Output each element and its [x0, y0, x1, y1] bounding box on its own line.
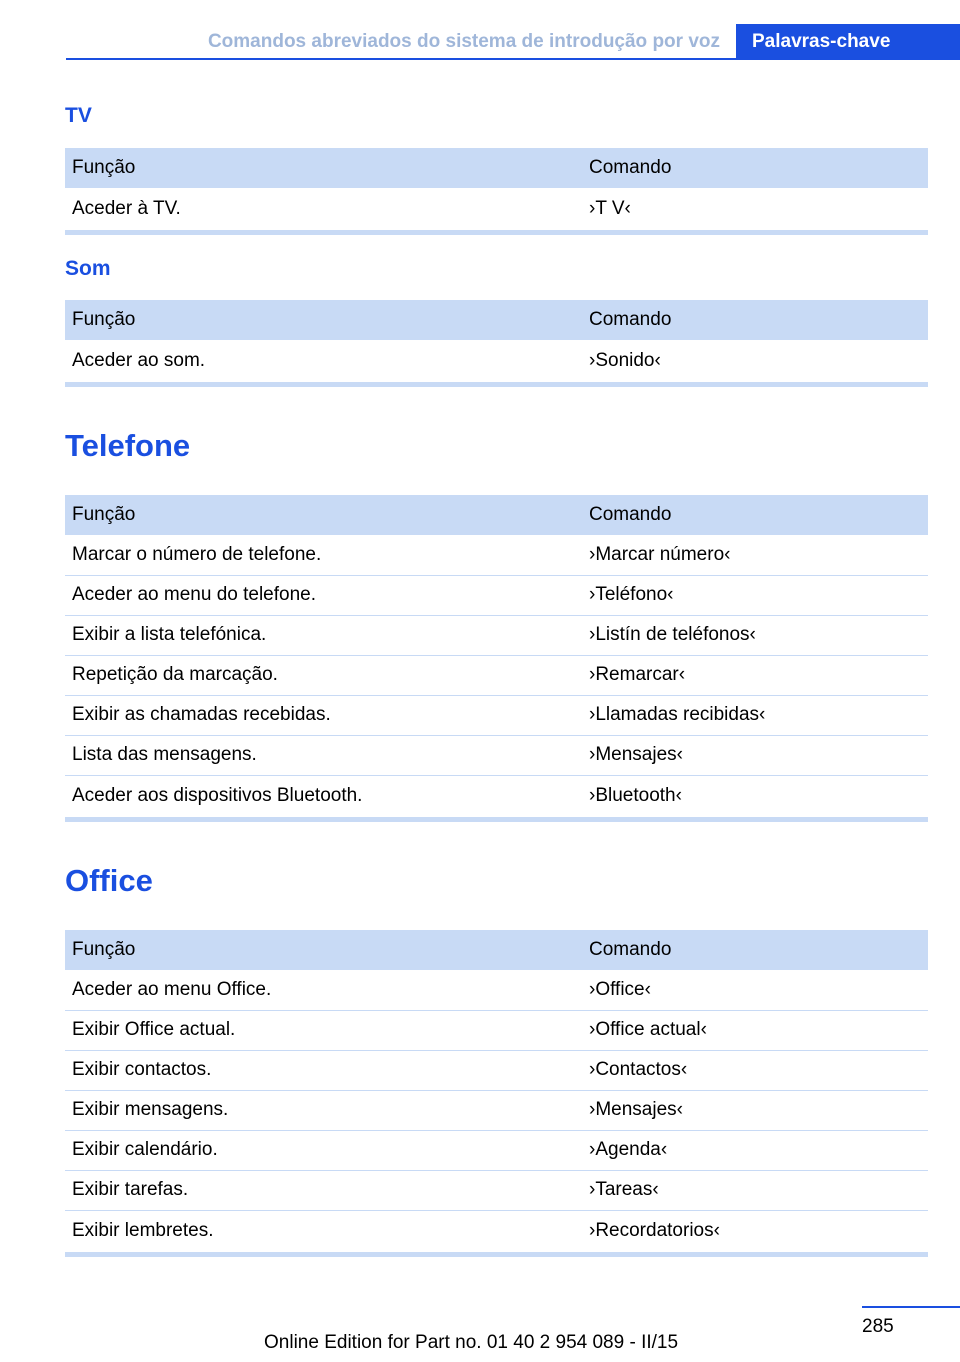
- cell-function: Exibir lembretes.: [65, 1210, 582, 1254]
- cell-function: Aceder à TV.: [65, 188, 582, 232]
- table-header: [65, 495, 928, 535]
- edition-note: Online Edition for Part no. 01 40 2 954 089 - II/15: [264, 1332, 679, 1353]
- header-command: Comando: [582, 930, 928, 970]
- table-header: [65, 148, 928, 188]
- table-row: [65, 615, 928, 655]
- cell-function: Aceder aos dispositivos Bluetooth.: [65, 775, 582, 819]
- table-row: [65, 1210, 928, 1254]
- table-row: [65, 655, 928, 695]
- section-title-telefone: Telefone: [65, 428, 191, 463]
- cell-function: Exibir calendário.: [65, 1130, 582, 1170]
- cell-command: ›Sonido‹: [582, 340, 928, 384]
- section-office: [65, 863, 928, 1257]
- table-row: [65, 575, 928, 615]
- cell-command: ›Bluetooth‹: [582, 775, 928, 819]
- section-tab: Palavras-chave: [736, 24, 960, 60]
- section-title-som: Som: [65, 257, 111, 280]
- cell-function: Repetição da marcação.: [65, 655, 582, 695]
- chapter-title: Comandos abreviados do sistema de introdução por voz: [66, 24, 736, 60]
- page-number: 285: [862, 1316, 894, 1337]
- cell-function: Lista das mensagens.: [65, 735, 582, 775]
- table-row: [65, 1010, 928, 1050]
- cell-command: ›Contactos‹: [582, 1050, 928, 1090]
- cell-function: Aceder ao som.: [65, 340, 582, 384]
- table-row: [65, 340, 928, 384]
- cell-function: Exibir mensagens.: [65, 1090, 582, 1130]
- footer-rule: [862, 1306, 960, 1308]
- header-function: Função: [65, 300, 582, 340]
- table-row: [65, 735, 928, 775]
- cell-command: ›Remarcar‹: [582, 655, 928, 695]
- section-title-office: Office: [65, 863, 153, 898]
- cell-function: Aceder ao menu Office.: [65, 970, 582, 1010]
- table-header: [65, 300, 928, 340]
- table-header: [65, 930, 928, 970]
- table-row: [65, 1170, 928, 1210]
- cell-function: Marcar o número de telefone.: [65, 535, 582, 575]
- cell-command: ›Recordatorios‹: [582, 1210, 928, 1254]
- cell-function: Exibir a lista telefónica.: [65, 615, 582, 655]
- header-function: Função: [65, 148, 582, 188]
- cell-command: ›Mensajes‹: [582, 1090, 928, 1130]
- section-telefone: [65, 428, 928, 822]
- table-row: [65, 188, 928, 232]
- section-som: [65, 257, 928, 387]
- header-function: Função: [65, 495, 582, 535]
- table-row: [65, 970, 928, 1010]
- table-row: [65, 775, 928, 819]
- table-telefone: [65, 495, 928, 822]
- table-row: [65, 1050, 928, 1090]
- cell-command: ›Tareas‹: [582, 1170, 928, 1210]
- cell-command: ›Office actual‹: [582, 1010, 928, 1050]
- header-function: Função: [65, 930, 582, 970]
- header-command: Comando: [582, 148, 928, 188]
- header-command: Comando: [582, 495, 928, 535]
- section-title-tv: TV: [65, 104, 92, 127]
- cell-function: Exibir tarefas.: [65, 1170, 582, 1210]
- header-command: Comando: [582, 300, 928, 340]
- cell-function: Aceder ao menu do telefone.: [65, 575, 582, 615]
- table-row: [65, 1090, 928, 1130]
- cell-command: ›Mensajes‹: [582, 735, 928, 775]
- cell-command: ›Office‹: [582, 970, 928, 1010]
- table-office: [65, 930, 928, 1257]
- table-som: [65, 300, 928, 387]
- cell-function: Exibir contactos.: [65, 1050, 582, 1090]
- cell-command: ›Llamadas recibidas‹: [582, 695, 928, 735]
- cell-command: ›T V‹: [582, 188, 928, 232]
- cell-function: Exibir Office actual.: [65, 1010, 582, 1050]
- cell-command: ›Marcar número‹: [582, 535, 928, 575]
- cell-command: ›Agenda‹: [582, 1130, 928, 1170]
- table-row: [65, 535, 928, 575]
- cell-function: Exibir as chamadas recebidas.: [65, 695, 582, 735]
- table-row: [65, 695, 928, 735]
- cell-command: ›Teléfono‹: [582, 575, 928, 615]
- table-row: [65, 1130, 928, 1170]
- cell-command: ›Listín de teléfonos‹: [582, 615, 928, 655]
- table-tv: [65, 148, 928, 235]
- section-tv: [65, 104, 928, 235]
